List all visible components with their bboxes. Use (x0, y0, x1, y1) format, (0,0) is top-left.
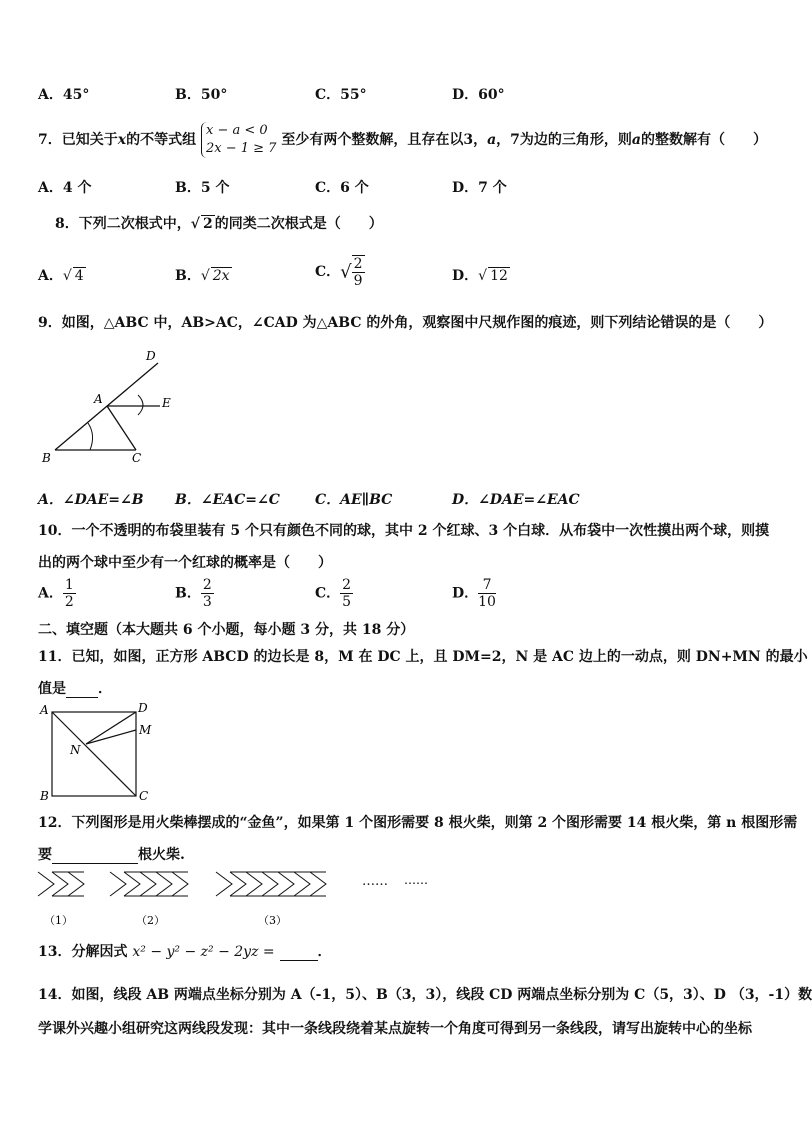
inequality-system: x − a < 0 2x − 1 ≥ 7 (201, 122, 276, 158)
question-14-line1: 14．如图，线段 AB 两端点坐标分别为 A（-1，5）、B（3，3），线段 CD 两端点坐标分别为 C（5，3）、D （3，-1）数 (38, 987, 812, 1003)
arc-at-b (88, 423, 93, 450)
q9-option-a: A．∠DAE=∠B (38, 492, 144, 508)
section-heading: 二、填空题（本大题共 6 个小题，每小题 3 分，共 18 分） (38, 622, 415, 638)
q12-ellipsis-text: …… (362, 874, 388, 889)
q9-option-d: D．∠DAE=∠EAC (452, 492, 580, 508)
answer-blank[interactable] (52, 849, 138, 864)
matchstick-chevron (278, 872, 294, 896)
question-9: 9．如图，△ABC 中，AB>AC，∠CAD 为△ABC 的外角，观察图中尺规作图的痕迹，则下列结论错误的是（ ） (38, 315, 773, 331)
q8-option-d: D．√ 12 (452, 268, 508, 284)
question-8: 8．下列二次根式中，√ 2 的同类二次根式是（ ） (55, 216, 383, 232)
label-b: B (42, 451, 51, 465)
q12-figure (36, 866, 428, 928)
q9-option-b: B．∠EAC=∠C (175, 492, 280, 508)
q8-option-a: A．√ 4 (38, 268, 84, 284)
matchstick-chevron (140, 872, 156, 896)
answer-blank[interactable] (280, 946, 318, 961)
matchstick-chevron (294, 872, 310, 896)
q8-option-b: B．√ 2x (175, 268, 230, 284)
label-d: D (146, 349, 156, 363)
matchstick-chevron (172, 872, 188, 896)
label-c: C (139, 789, 149, 803)
question-10-line1: 10．一个不透明的布袋里装有 5 个只有颜色不同的球，其中 2 个红球、3 个白球．从布袋中一次性摸出两个球，则摸 (38, 523, 770, 539)
q7-option-d: D．7 个 (452, 180, 507, 196)
label-a: A (40, 703, 49, 717)
answer-blank[interactable] (66, 683, 98, 698)
question-11-line1: 11．已知，如图，正方形 ABCD 的边长是 8，M 在 DC 上，且 DM=2，N 是 AC 边上的一动点，则 DN+MN 的最小 (38, 649, 808, 665)
question-12-line2: 要 根火柴. (38, 847, 185, 863)
label-a: A (94, 392, 103, 406)
q11-figure (38, 700, 163, 805)
q7-option-c: C．6 个 (315, 180, 369, 196)
segment-mn (86, 730, 136, 744)
matchstick-chevron (216, 872, 232, 896)
segment-dn (86, 712, 136, 744)
caption-3: （3） (258, 914, 287, 927)
q10-option-a: A． $\frac{1}{2}$ (38, 577, 74, 610)
arc-at-a (138, 395, 143, 415)
label-c: C (132, 451, 142, 465)
matchstick-chevron (110, 872, 126, 896)
question-14-line2: 学课外兴趣小组研究这两线段发现：其中一条线段绕着某点旋转一个角度可得到另一条线段，请写出旋转中心的坐标 (38, 1021, 752, 1037)
q10-option-b: B． $\frac{2}{3}$ (175, 577, 212, 610)
q10-option-d: D． $\frac{7}{10}$ (452, 577, 496, 610)
label-n: N (70, 743, 81, 757)
matchstick-chevron (156, 872, 172, 896)
question-11-line2: 值是 ． (38, 681, 112, 697)
q10-option-c: C． $\frac{2}{5}$ (315, 577, 352, 610)
caption-2: （2） (136, 914, 165, 927)
matchstick-chevron (310, 872, 326, 896)
matchstick-chevron (262, 872, 278, 896)
question-7: 7．已知关于x的不等式组 x − a < 0 2x − 1 ≥ 7 至少有两个整数解，且存在以3，a，7为边的三角形，则a的整数解有（ ） (38, 123, 767, 156)
q7-option-a: A．4 个 (38, 180, 92, 196)
matchstick-chevron (68, 872, 84, 896)
label-d: D (138, 701, 148, 715)
diagonal-ac (52, 712, 136, 796)
q6-option-a: A．45° (38, 87, 90, 103)
q6-option-d: D．60° (452, 87, 505, 103)
label-b: B (40, 789, 49, 803)
question-10-line2: 出的两个球中至少有一个红球的概率是（ ） (38, 555, 332, 571)
label-e: E (162, 396, 171, 410)
q6-option-b: B．50° (175, 87, 228, 103)
q6-option-c: C．55° (315, 87, 367, 103)
matchstick-chevron (38, 872, 54, 896)
q9-figure (38, 345, 188, 470)
q8-option-c: C．√ $\frac{2}{9}$ (315, 256, 363, 289)
matchstick-chevron (246, 872, 262, 896)
question-13: 13．分解因式 x² − y² − z² − 2yz = ． (38, 944, 332, 960)
question-12-line1: 12．下列图形是用火柴棒摆成的“金鱼”，如果第 1 个图形需要 8 根火柴，则第 2 个图形需要 14 根火柴，第 n 根图形需 (38, 815, 798, 831)
ellipsis: …… (404, 873, 428, 887)
q9-option-c: C．AE∥BC (315, 492, 393, 508)
segment-ac (107, 406, 136, 450)
label-m: M (139, 723, 152, 737)
q7-option-b: B．5 个 (175, 180, 230, 196)
caption-1: （1） (44, 914, 73, 927)
